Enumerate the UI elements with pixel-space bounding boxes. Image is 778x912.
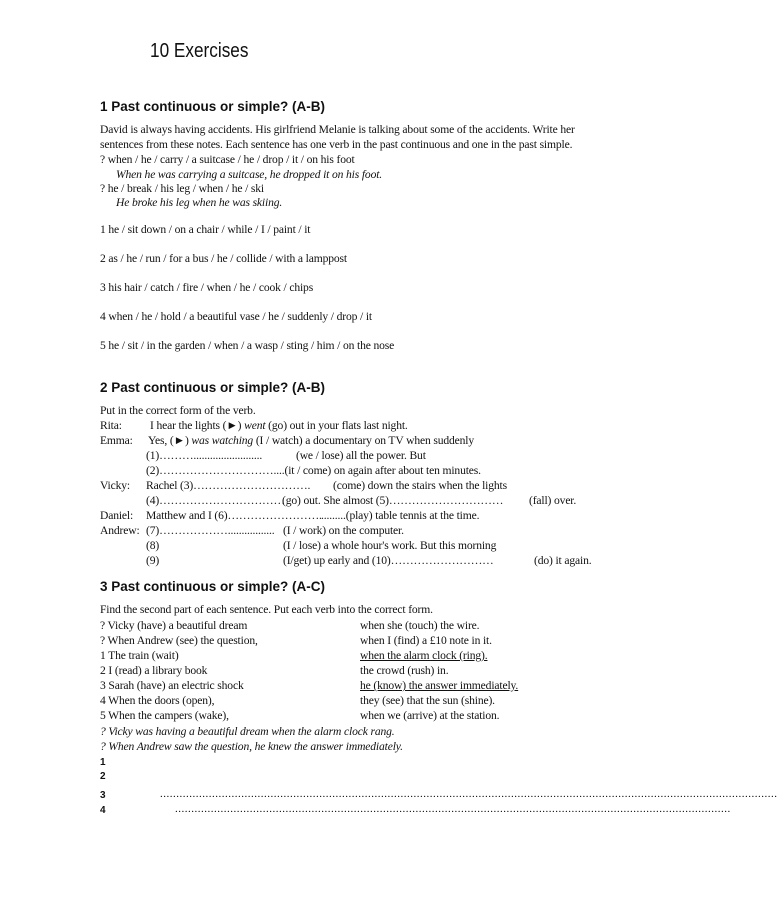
blank-7: (7)………………................. [146, 524, 275, 537]
section-3-heading: 3 Past continuous or simple? (A-C) [100, 579, 326, 594]
exercise-1-item-3: 3 his hair / catch / fire / when / he / cook / chips [100, 281, 314, 294]
right-part-1: when she (touch) the wire. [360, 619, 480, 632]
speaker-emma: Emma: [100, 434, 133, 447]
line-7-text: (I / work) on the computer. [283, 524, 404, 537]
line-6-text: .........(play) table tennis at the time. [321, 509, 480, 522]
answer-number-2: 2 [100, 771, 106, 782]
line-9-text: (I/get) up early and (10)……………………… [283, 554, 494, 567]
exercise-1-item-5: 5 he / sit / in the garden / when / a wasp / sting / him / on the nose [100, 339, 395, 352]
line-2: (2)…………………………....(it / come) on again after about ten minutes. [146, 464, 481, 477]
answer-line-3: .............................................................................................................................................................................................. [160, 788, 778, 800]
line-1-text: (we / lose) all the power. But [296, 449, 426, 462]
line-10-text: (do) it again. [534, 554, 592, 567]
line-5-text: (fall) over. [529, 494, 577, 507]
speaker-andrew: Andrew: [100, 524, 140, 537]
section-2-heading: 2 Past continuous or simple? (A-B) [100, 380, 326, 395]
example-2-prompt: ? he / break / his leg / when / he / ski [100, 182, 265, 195]
right-part-5: he (know) the answer immediately. [360, 679, 519, 692]
blank-4: (4)…………………………… [146, 494, 285, 507]
exercise-1-item-2: 2 as / he / run / for a bus / he / collide / with a lamppost [100, 252, 347, 265]
speaker-rita: Rita: [100, 419, 122, 432]
blank-9: (9) [146, 554, 160, 567]
right-part-4: the crowd (rush) in. [360, 664, 449, 677]
answer-number-1: 1 [100, 757, 106, 768]
left-part-1: 1 The train (wait) [100, 649, 179, 662]
line-3-text: (come) down the stairs when the lights [333, 479, 507, 492]
right-part-6: they (see) that the sun (shine). [360, 694, 495, 707]
answer-number-4: 4 [100, 805, 106, 816]
section-3-intro: Find the second part of each sentence. Put each verb into the correct form. [100, 603, 433, 616]
page-title: 10 Exercises [150, 40, 249, 62]
right-part-3: when the alarm clock (ring). [360, 649, 488, 662]
left-part-example-2: ? When Andrew (see) the question, [100, 634, 258, 647]
example-1-prompt: ? when / he / carry / a suitcase / he / drop / it / on his foot [100, 153, 355, 166]
blank-6: Matthew and I (6)……………………. [146, 509, 322, 522]
exercise-1-item-4: 4 when / he / hold / a beautiful vase / he / suddenly / drop / it [100, 310, 372, 323]
answer-line-4: ........................................................................................................................................................................... [175, 803, 731, 815]
speaker-daniel: Daniel: [100, 509, 134, 522]
blank-8: (8) [146, 539, 160, 552]
section-1-intro-line-2: sentences from these notes. Each sentence has one verb in the past continuous and one in the past simple. [100, 138, 573, 151]
blank-3: Rachel (3)…………………………. [146, 479, 311, 492]
answer-example-1: ? Vicky was having a beautiful dream when the alarm clock rang. [100, 725, 395, 738]
section-1-intro-line-1: David is always having accidents. His girlfriend Melanie is talking about some of the accidents. Write her [100, 123, 575, 136]
right-part-2: when I (find) a £10 note in it. [360, 634, 492, 647]
emma-line: Yes, (►) was watching (I / watch) a documentary on TV when suddenly [148, 434, 475, 447]
blank-1: (1)………......................... [146, 449, 263, 462]
rita-line: I hear the lights (►) went (go) out in your flats last night. [150, 419, 408, 432]
section-2-intro: Put in the correct form of the verb. [100, 404, 256, 417]
left-part-example-1: ? Vicky (have) a beautiful dream [100, 619, 248, 632]
speaker-vicky: Vicky: [100, 479, 130, 492]
line-8-text: (I / lose) a whole hour's work. But this morning [283, 539, 497, 552]
left-part-2: 2 I (read) a library book [100, 664, 208, 677]
answer-number-3: 3 [100, 790, 106, 801]
left-part-4: 4 When the doors (open), [100, 694, 215, 707]
right-part-7: when we (arrive) at the station. [360, 709, 500, 722]
example-1-answer: When he was carrying a suitcase, he dropped it on his foot. [116, 168, 383, 181]
line-4-text: (go) out. She almost (5)………………………… [282, 494, 504, 507]
answer-example-2: ? When Andrew saw the question, he knew the answer immediately. [100, 740, 403, 753]
section-1-heading: 1 Past continuous or simple? (A-B) [100, 99, 326, 114]
exercise-1-item-1: 1 he / sit down / on a chair / while / I / paint / it [100, 223, 311, 236]
left-part-5: 5 When the campers (wake), [100, 709, 229, 722]
left-part-3: 3 Sarah (have) an electric shock [100, 679, 244, 692]
example-2-answer: He broke his leg when he was skiing. [116, 196, 283, 209]
